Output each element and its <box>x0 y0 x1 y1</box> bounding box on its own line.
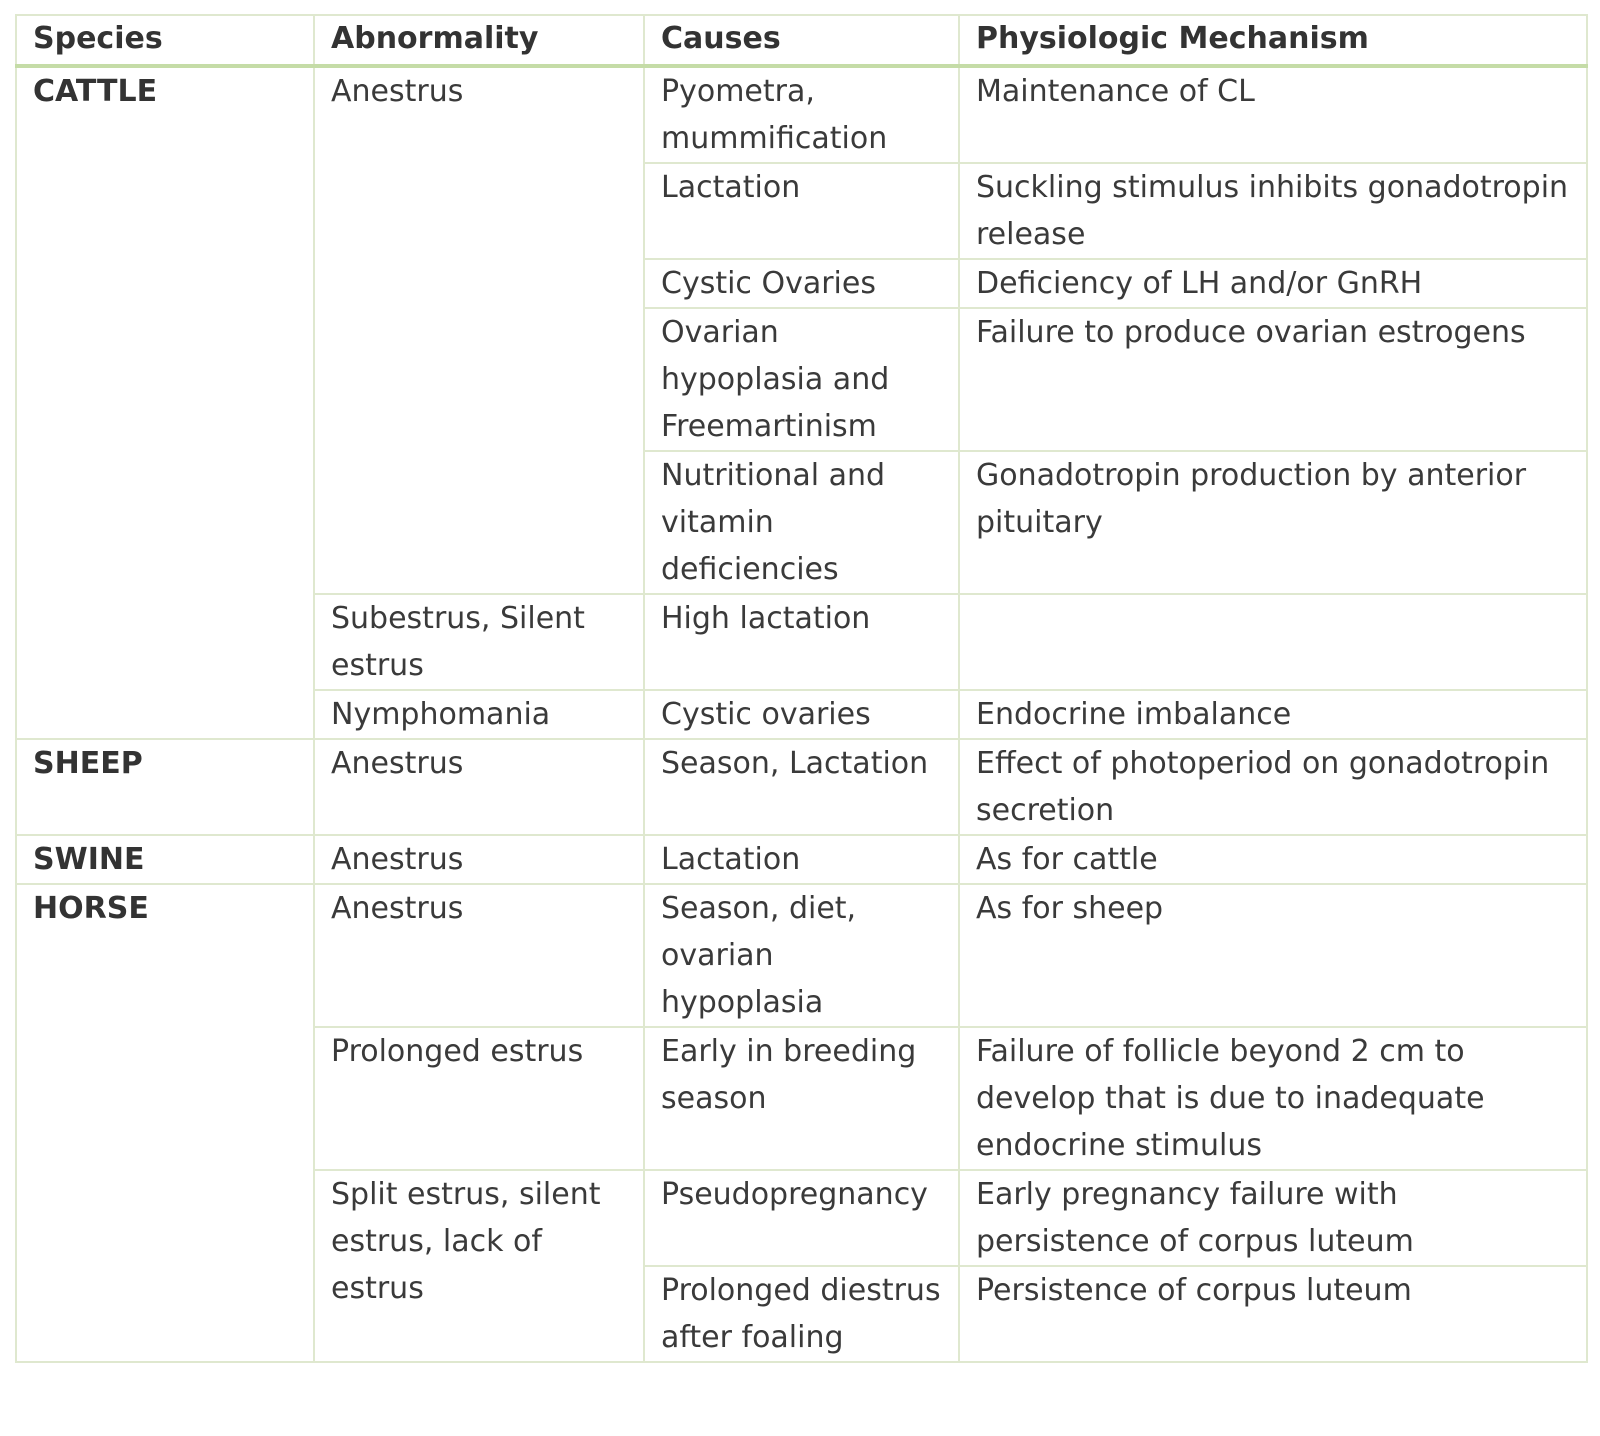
cause-cell: Cystic Ovaries <box>644 259 959 308</box>
species-cell-horse: HORSE <box>16 884 314 1362</box>
abnormality-cell: Split estrus, silent estrus, lack of estrus <box>314 1170 644 1362</box>
mechanism-cell: Early pregnancy failure with persistence of corpus luteum <box>959 1170 1587 1266</box>
abnormality-cell: Nymphomania <box>314 690 644 739</box>
species-cell-swine: SWINE <box>16 835 314 884</box>
abnormality-cell: Anestrus <box>314 835 644 884</box>
cause-cell: Prolonged diestrus after foaling <box>644 1266 959 1362</box>
header-causes: Causes <box>644 15 959 66</box>
species-cell-cattle: CATTLE <box>16 66 314 739</box>
header-mechanism: Physiologic Mechanism <box>959 15 1587 66</box>
mechanism-cell: Endocrine imbalance <box>959 690 1587 739</box>
abnormality-cell: Prolonged estrus <box>314 1027 644 1170</box>
mechanism-cell: Failure to produce ovarian estrogens <box>959 308 1587 451</box>
mechanism-cell: Deficiency of LH and/or GnRH <box>959 259 1587 308</box>
mechanism-cell: As for sheep <box>959 884 1587 1027</box>
mechanism-cell: Suckling stimulus inhibits gonadotropin release <box>959 163 1587 259</box>
table-header-row <box>16 15 1587 66</box>
cause-cell: Season, Lactation <box>644 739 959 835</box>
cause-cell: Season, diet, ovarian hypoplasia <box>644 884 959 1027</box>
mechanism-cell: As for cattle <box>959 835 1587 884</box>
species-cell-sheep: SHEEP <box>16 739 314 835</box>
header-abnormality: Abnormality <box>314 15 644 66</box>
mechanism-cell: Failure of follicle beyond 2 cm to develop that is due to inadequate endocrine stimulus <box>959 1027 1587 1170</box>
cause-cell: Nutritional and vitamin deficiencies <box>644 451 959 594</box>
cause-cell: High lactation <box>644 594 959 690</box>
mechanism-cell <box>959 594 1587 690</box>
cause-cell: Cystic ovaries <box>644 690 959 739</box>
table-row <box>16 835 1587 884</box>
mechanism-cell: Effect of photoperiod on gonadotropin secretion <box>959 739 1587 835</box>
cause-cell: Pseudopregnancy <box>644 1170 959 1266</box>
abnormality-cell: Anestrus <box>314 66 644 594</box>
estrus-abnormalities-table <box>15 14 1588 1363</box>
table-row <box>16 739 1587 835</box>
cause-cell: Pyometra, mummification <box>644 66 959 163</box>
abnormality-cell: Subestrus, Silent estrus <box>314 594 644 690</box>
mechanism-cell: Persistence of corpus luteum <box>959 1266 1587 1362</box>
table-row <box>16 66 1587 163</box>
table-row <box>16 884 1587 1027</box>
mechanism-cell: Gonadotropin production by anterior pituitary <box>959 451 1587 594</box>
cause-cell: Early in breeding season <box>644 1027 959 1170</box>
cause-cell: Lactation <box>644 835 959 884</box>
mechanism-cell: Maintenance of CL <box>959 66 1587 163</box>
estrus-abnormalities-table-container <box>15 14 1586 1363</box>
cause-cell: Lactation <box>644 163 959 259</box>
header-species: Species <box>16 15 314 66</box>
abnormality-cell: Anestrus <box>314 884 644 1027</box>
cause-cell: Ovarian hypoplasia and Freemartinism <box>644 308 959 451</box>
abnormality-cell: Anestrus <box>314 739 644 835</box>
